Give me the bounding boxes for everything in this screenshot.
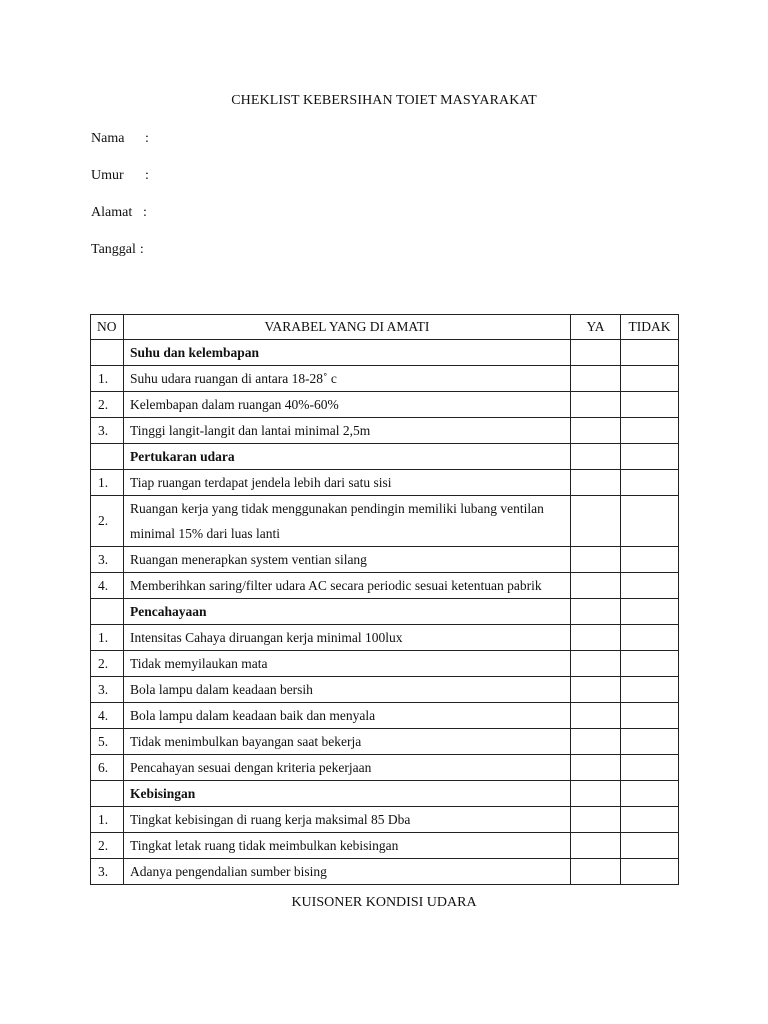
table-row — [91, 496, 679, 547]
row-number: 3. — [91, 677, 124, 703]
row-number — [91, 599, 124, 625]
row-variable: Tinggi langit-langit dan lantai minimal 2,5m — [124, 418, 571, 444]
page-title: CHEKLIST KEBERSIHAN TOIET MASYARAKAT — [231, 93, 537, 108]
row-number: 4. — [91, 573, 124, 599]
tidak-cell[interactable] — [621, 496, 679, 547]
row-variable: Pencahayan sesuai dengan kriteria pekerjaan — [124, 755, 571, 781]
footer-heading: KUISONER KONDISI UDARA — [291, 895, 477, 910]
ya-cell[interactable] — [571, 833, 621, 859]
ya-cell[interactable] — [571, 470, 621, 496]
ya-cell[interactable] — [571, 729, 621, 755]
row-variable: Tingkat kebisingan di ruang kerja maksimal 85 Dba — [124, 807, 571, 833]
row-number — [91, 781, 124, 807]
tidak-cell[interactable] — [621, 625, 679, 651]
row-number: 2. — [91, 651, 124, 677]
table-row — [91, 651, 679, 677]
row-number: 2. — [91, 833, 124, 859]
tidak-cell[interactable] — [621, 651, 679, 677]
tidak-cell[interactable] — [621, 677, 679, 703]
section-title: Suhu dan kelembapan — [124, 340, 571, 366]
header-tidak: TIDAK — [621, 315, 679, 340]
ya-cell[interactable] — [571, 703, 621, 729]
row-variable: Intensitas Cahaya diruangan kerja minimal 100lux — [124, 625, 571, 651]
table-row — [91, 470, 679, 496]
ya-cell[interactable] — [571, 340, 621, 366]
row-variable: Tingkat letak ruang tidak meimbulkan kebisingan — [124, 833, 571, 859]
tidak-cell[interactable] — [621, 392, 679, 418]
table-row — [91, 755, 679, 781]
row-number: 6. — [91, 755, 124, 781]
ya-cell[interactable] — [571, 599, 621, 625]
tidak-cell[interactable] — [621, 366, 679, 392]
table-row — [91, 547, 679, 573]
row-variable: Ruangan menerapkan system ventian silang — [124, 547, 571, 573]
table-row — [91, 859, 679, 885]
field-umur — [91, 166, 149, 186]
table-row — [91, 677, 679, 703]
row-number: 2. — [91, 392, 124, 418]
row-number: 3. — [91, 547, 124, 573]
row-variable: Suhu udara ruangan di antara 18-28˚ c — [124, 366, 571, 392]
row-number — [91, 444, 124, 470]
table-row — [91, 418, 679, 444]
row-variable: Tiap ruangan terdapat jendela lebih dari satu sisi — [124, 470, 571, 496]
checklist-table — [90, 314, 679, 885]
ya-cell[interactable] — [571, 547, 621, 573]
field-tanggal-label: Tanggal — [91, 242, 136, 257]
field-nama-label: Nama — [91, 131, 125, 146]
ya-cell[interactable] — [571, 755, 621, 781]
table-header-row — [91, 315, 679, 340]
row-number: 5. — [91, 729, 124, 755]
tidak-cell[interactable] — [621, 781, 679, 807]
field-nama-colon: : — [145, 131, 149, 146]
section-title: Kebisingan — [124, 781, 571, 807]
row-number: 3. — [91, 418, 124, 444]
ya-cell[interactable] — [571, 807, 621, 833]
tidak-cell[interactable] — [621, 418, 679, 444]
table-row — [91, 392, 679, 418]
table-row — [91, 807, 679, 833]
tidak-cell[interactable] — [621, 729, 679, 755]
row-variable: Tidak menimbulkan bayangan saat bekerja — [124, 729, 571, 755]
tidak-cell[interactable] — [621, 470, 679, 496]
field-tanggal-colon: : — [139, 242, 144, 257]
table-row — [91, 833, 679, 859]
tidak-cell[interactable] — [621, 703, 679, 729]
field-alamat — [91, 203, 147, 223]
field-nama — [91, 129, 149, 149]
tidak-cell[interactable] — [621, 807, 679, 833]
row-variable: Bola lampu dalam keadaan baik dan menyala — [124, 703, 571, 729]
tidak-cell[interactable] — [621, 444, 679, 470]
ya-cell[interactable] — [571, 392, 621, 418]
field-alamat-label: Alamat — [91, 205, 133, 220]
row-variable: Adanya pengendalian sumber bising — [124, 859, 571, 885]
header-variable: VARABEL YANG DI AMATI — [124, 315, 571, 340]
tidak-cell[interactable] — [621, 599, 679, 625]
row-number: 1. — [91, 470, 124, 496]
field-tanggal — [91, 240, 144, 260]
row-number: 1. — [91, 625, 124, 651]
field-umur-label: Umur — [91, 168, 124, 183]
section-title: Pertukaran udara — [124, 444, 571, 470]
table-row — [91, 703, 679, 729]
section-row — [91, 599, 679, 625]
tidak-cell[interactable] — [621, 833, 679, 859]
field-umur-colon: : — [145, 168, 149, 183]
row-number: 4. — [91, 703, 124, 729]
row-variable: Ruangan kerja yang tidak menggunakan pendingin memiliki lubang ventilan minimal 15% dari luas lanti — [124, 496, 571, 547]
tidak-cell[interactable] — [621, 547, 679, 573]
row-number: 3. — [91, 859, 124, 885]
field-alamat-colon: : — [143, 205, 147, 220]
ya-cell[interactable] — [571, 366, 621, 392]
ya-cell[interactable] — [571, 859, 621, 885]
header-ya: YA — [571, 315, 621, 340]
table-row — [91, 366, 679, 392]
table-row — [91, 729, 679, 755]
tidak-cell[interactable] — [621, 340, 679, 366]
table-row — [91, 573, 679, 599]
row-variable: Kelembapan dalam ruangan 40%-60% — [124, 392, 571, 418]
header-no: NO — [91, 315, 124, 340]
ya-cell[interactable] — [571, 573, 621, 599]
tidak-cell[interactable] — [621, 573, 679, 599]
table-row — [91, 625, 679, 651]
ya-cell[interactable] — [571, 625, 621, 651]
ya-cell[interactable] — [571, 444, 621, 470]
row-variable: Bola lampu dalam keadaan bersih — [124, 677, 571, 703]
section-row — [91, 340, 679, 366]
ya-cell[interactable] — [571, 677, 621, 703]
row-variable: Tidak memyilaukan mata — [124, 651, 571, 677]
tidak-cell[interactable] — [621, 755, 679, 781]
section-row — [91, 781, 679, 807]
ya-cell[interactable] — [571, 781, 621, 807]
section-title: Pencahayaan — [124, 599, 571, 625]
ya-cell[interactable] — [571, 651, 621, 677]
row-variable: Memberihkan saring/filter udara AC secara periodic sesuai ketentuan pabrik — [124, 573, 571, 599]
section-row — [91, 444, 679, 470]
row-number: 1. — [91, 366, 124, 392]
tidak-cell[interactable] — [621, 859, 679, 885]
row-number: 1. — [91, 807, 124, 833]
ya-cell[interactable] — [571, 418, 621, 444]
row-number: 2. — [91, 496, 124, 547]
ya-cell[interactable] — [571, 496, 621, 547]
row-number — [91, 340, 124, 366]
